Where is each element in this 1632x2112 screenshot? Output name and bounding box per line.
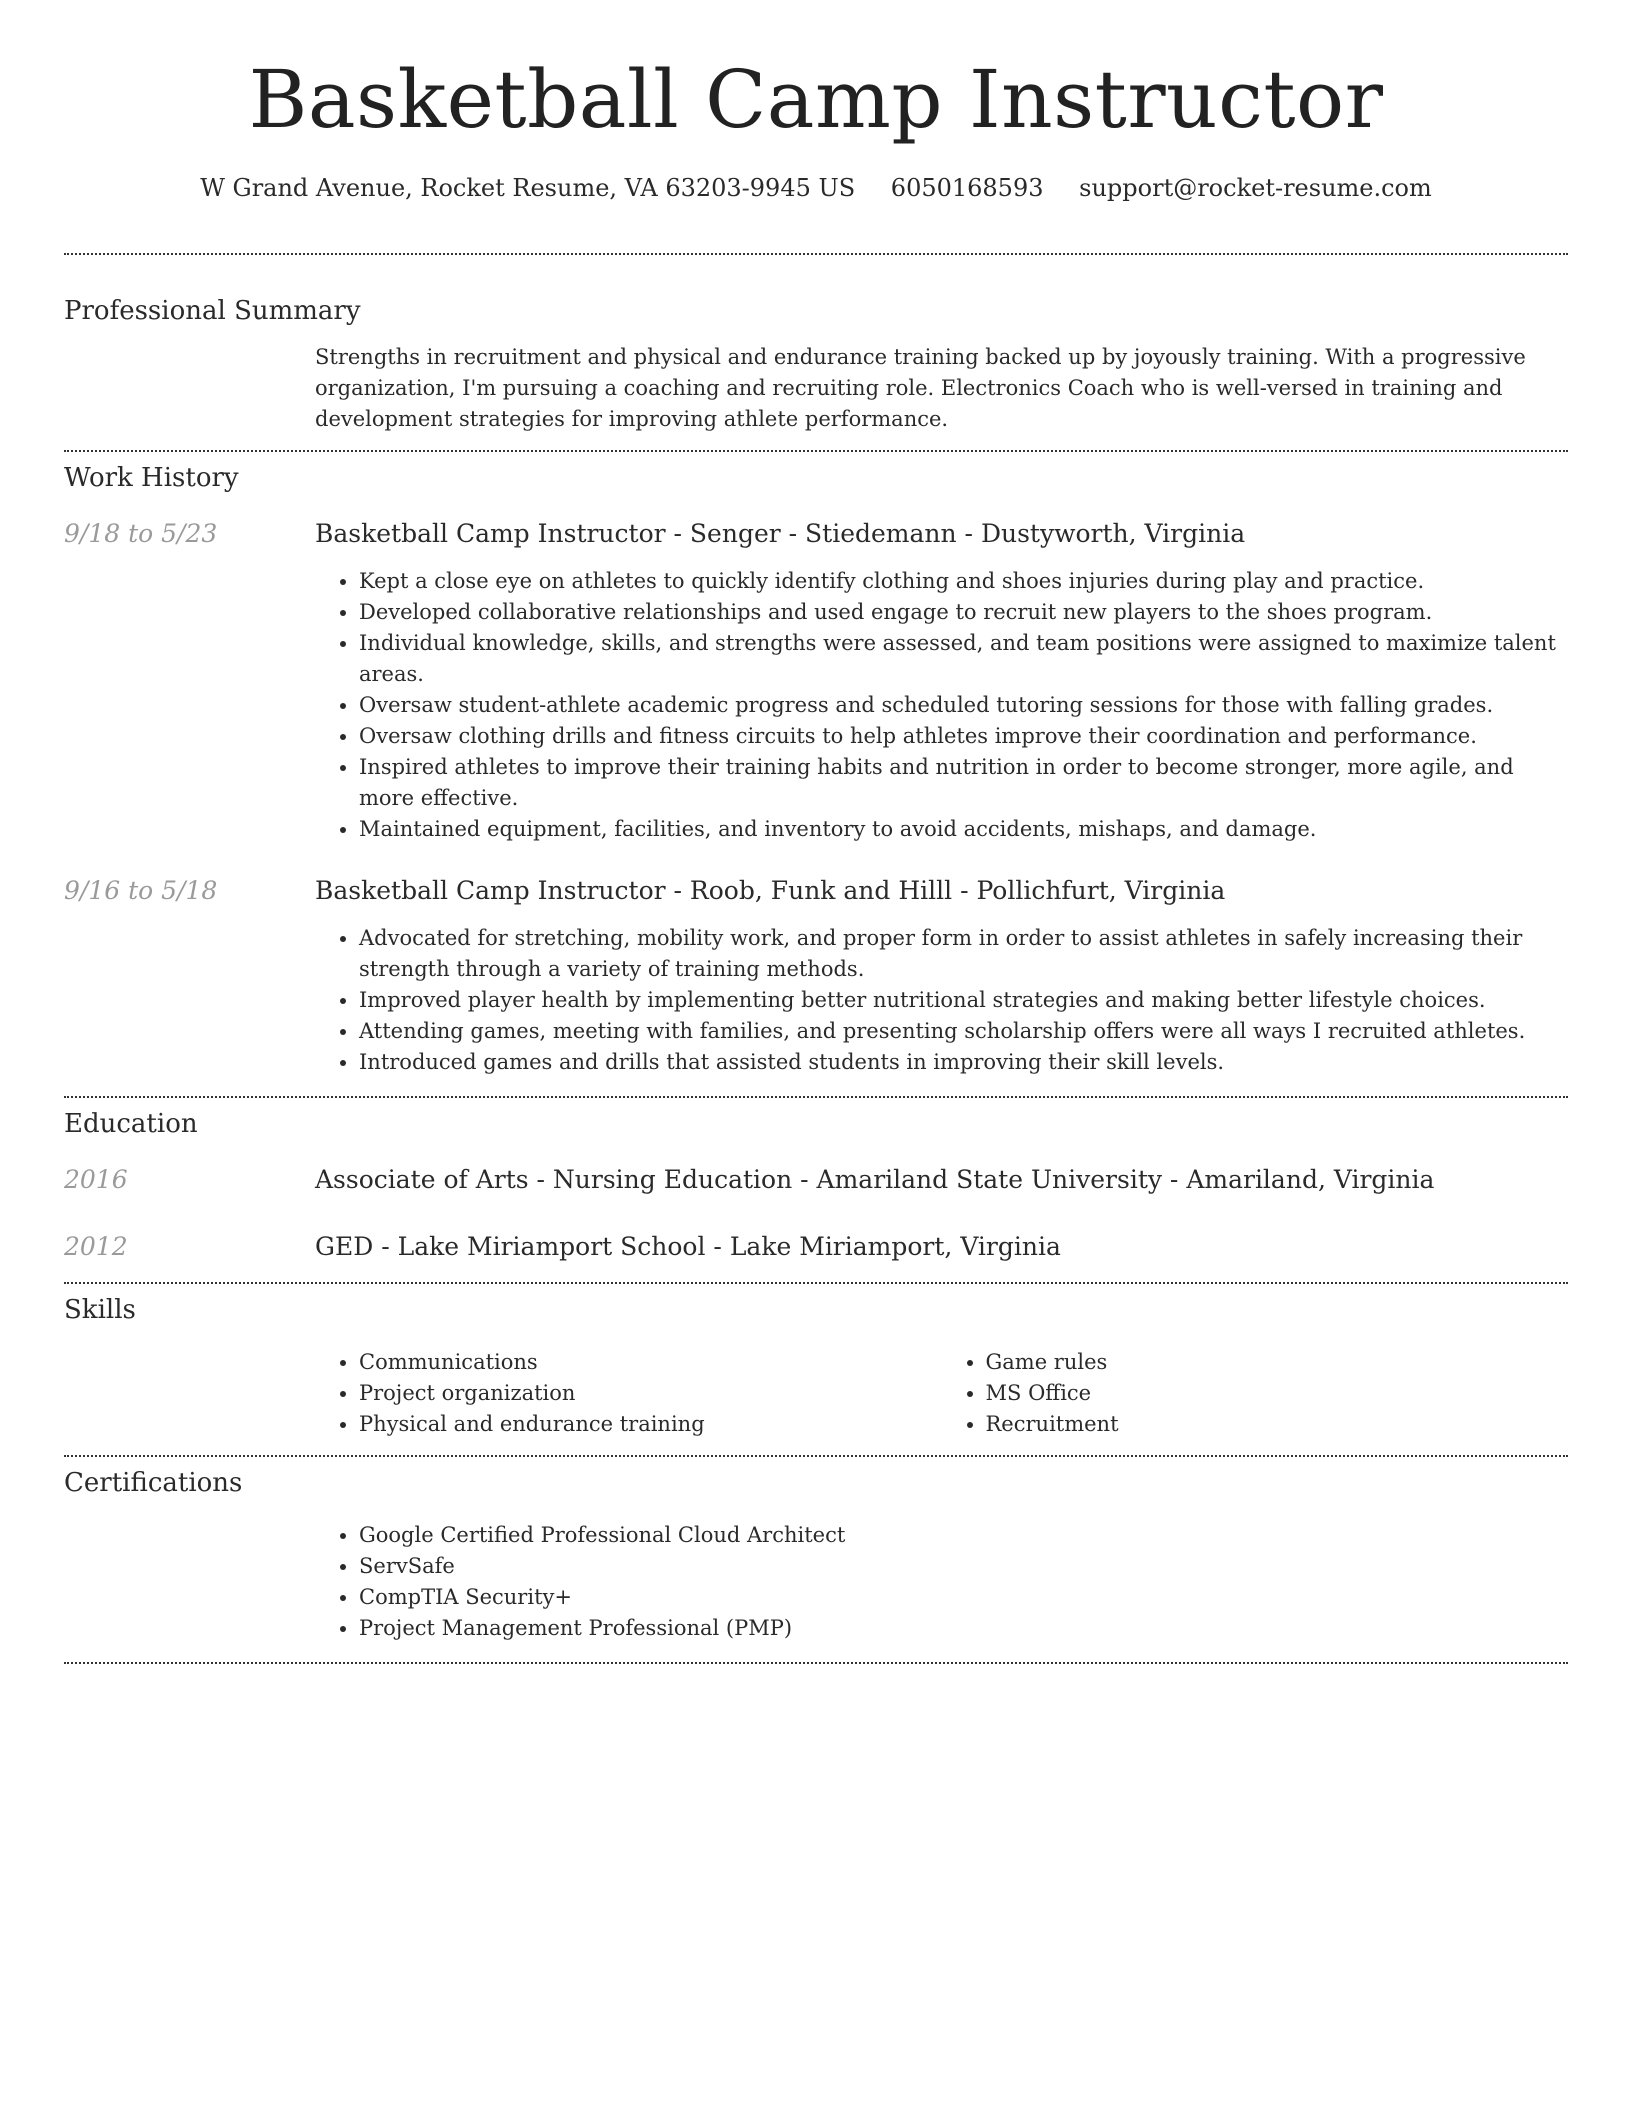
job-dates: 9/18 to 5/23: [64, 519, 218, 548]
section-title-summary: Professional Summary: [64, 296, 361, 326]
job-bullet: • Developed collaborative relationships and used engage to recruit new players to the shoes program.: [359, 597, 1568, 628]
skills-column-1: [315, 1347, 942, 1440]
divider: [64, 1662, 1568, 1664]
section-title-skills: Skills: [64, 1295, 136, 1325]
education-entry: [64, 1231, 1568, 1263]
job-bullet: • Maintained equipment, facilities, and inventory to avoid accidents, mishaps, and damage.: [359, 814, 1568, 845]
education-detail: Associate of Arts - Nursing Education - Amariland State University - Amariland, Virginia: [315, 1165, 1435, 1194]
certification-item: • CompTIA Security+: [359, 1582, 1568, 1613]
job-entry: [64, 875, 1568, 1078]
education-year: 2016: [64, 1165, 128, 1194]
job-bullet: • Improved player health by implementing better nutritional strategies and making better lifestyle choices.: [359, 985, 1568, 1016]
job-bullet: • Introduced games and drills that assisted students in improving their skill levels.: [359, 1047, 1568, 1078]
job-bullet: • Attending games, meeting with families, and presenting scholarship offers were all ways I recruited athletes.: [359, 1016, 1568, 1047]
summary-text: Strengths in recruitment and physical and endurance training backed up by joyously training. With a progressive organization, I'm pursuing a coaching and recruiting role. Electronics Coach who is well-versed in training and development strategies for improving athlete performance.: [315, 345, 1526, 431]
education-detail: GED - Lake Miriamport School - Lake Miriamport, Virginia: [315, 1232, 1061, 1261]
resume-page: [64, 0, 1568, 1664]
job-details: [315, 518, 1568, 845]
education-section: [64, 1098, 1568, 1263]
job-bullet: • Inspired athletes to improve their training habits and nutrition in order to become stronger, more agile, and more effective.: [359, 752, 1568, 814]
job-bullet: • Oversaw student-athlete academic progress and scheduled tutoring sessions for those with falling grades.: [359, 690, 1568, 721]
contact-address: W Grand Avenue, Rocket Resume, VA 63203-9945 US: [200, 174, 856, 202]
certifications-section: [64, 1457, 1568, 1644]
skill-item: • Communications: [359, 1347, 942, 1378]
section-title-work: Work History: [64, 463, 239, 493]
job-bullets: [315, 923, 1568, 1078]
skill-item: • Project organization: [359, 1378, 942, 1409]
skills-section: [64, 1284, 1568, 1440]
education-entry: [64, 1164, 1568, 1196]
job-bullets: [315, 566, 1568, 845]
contact-email: support@rocket-resume.com: [1079, 174, 1432, 202]
skill-item: • MS Office: [986, 1378, 1569, 1409]
work-history-section: [64, 452, 1568, 1078]
skill-item: • Recruitment: [986, 1409, 1569, 1440]
section-title-certifications: Certifications: [64, 1468, 243, 1498]
job-heading: Basketball Camp Instructor - Roob, Funk and Hilll - Pollichfurt, Virginia: [315, 876, 1226, 905]
certification-item: • ServSafe: [359, 1551, 1568, 1582]
job-details: [315, 875, 1568, 1078]
education-year: 2012: [64, 1232, 128, 1261]
job-bullet: • Advocated for stretching, mobility work, and proper form in order to assist athletes in safely increasing their strength through a variety of training methods.: [359, 923, 1568, 985]
certification-item: • Project Management Professional (PMP): [359, 1613, 1568, 1644]
certifications-list: [315, 1520, 1568, 1644]
contact-phone: 6050168593: [890, 174, 1044, 202]
job-bullet: • Individual knowledge, skills, and strengths were assessed, and team positions were assigned to maximize talent areas.: [359, 628, 1568, 690]
job-entry: [64, 518, 1568, 845]
contact-line: [64, 172, 1568, 204]
skills-grid: [315, 1347, 1568, 1440]
candidate-name: Basketball Camp Instructor: [248, 53, 1384, 146]
summary-section: [64, 255, 1568, 435]
skill-item: • Game rules: [986, 1347, 1569, 1378]
job-bullet: • Kept a close eye on athletes to quickly identify clothing and shoes injuries during play and practice.: [359, 566, 1568, 597]
job-heading: Basketball Camp Instructor - Senger - Stiedemann - Dustyworth, Virginia: [315, 519, 1246, 548]
section-title-education: Education: [64, 1109, 198, 1139]
job-bullet: • Oversaw clothing drills and fitness circuits to help athletes improve their coordination and performance.: [359, 721, 1568, 752]
job-list: [64, 518, 1568, 1078]
skill-item: • Physical and endurance training: [359, 1409, 942, 1440]
job-dates: 9/16 to 5/18: [64, 876, 218, 905]
skills-column-2: [942, 1347, 1569, 1440]
certification-item: • Google Certified Professional Cloud Architect: [359, 1520, 1568, 1551]
education-list: [64, 1164, 1568, 1263]
